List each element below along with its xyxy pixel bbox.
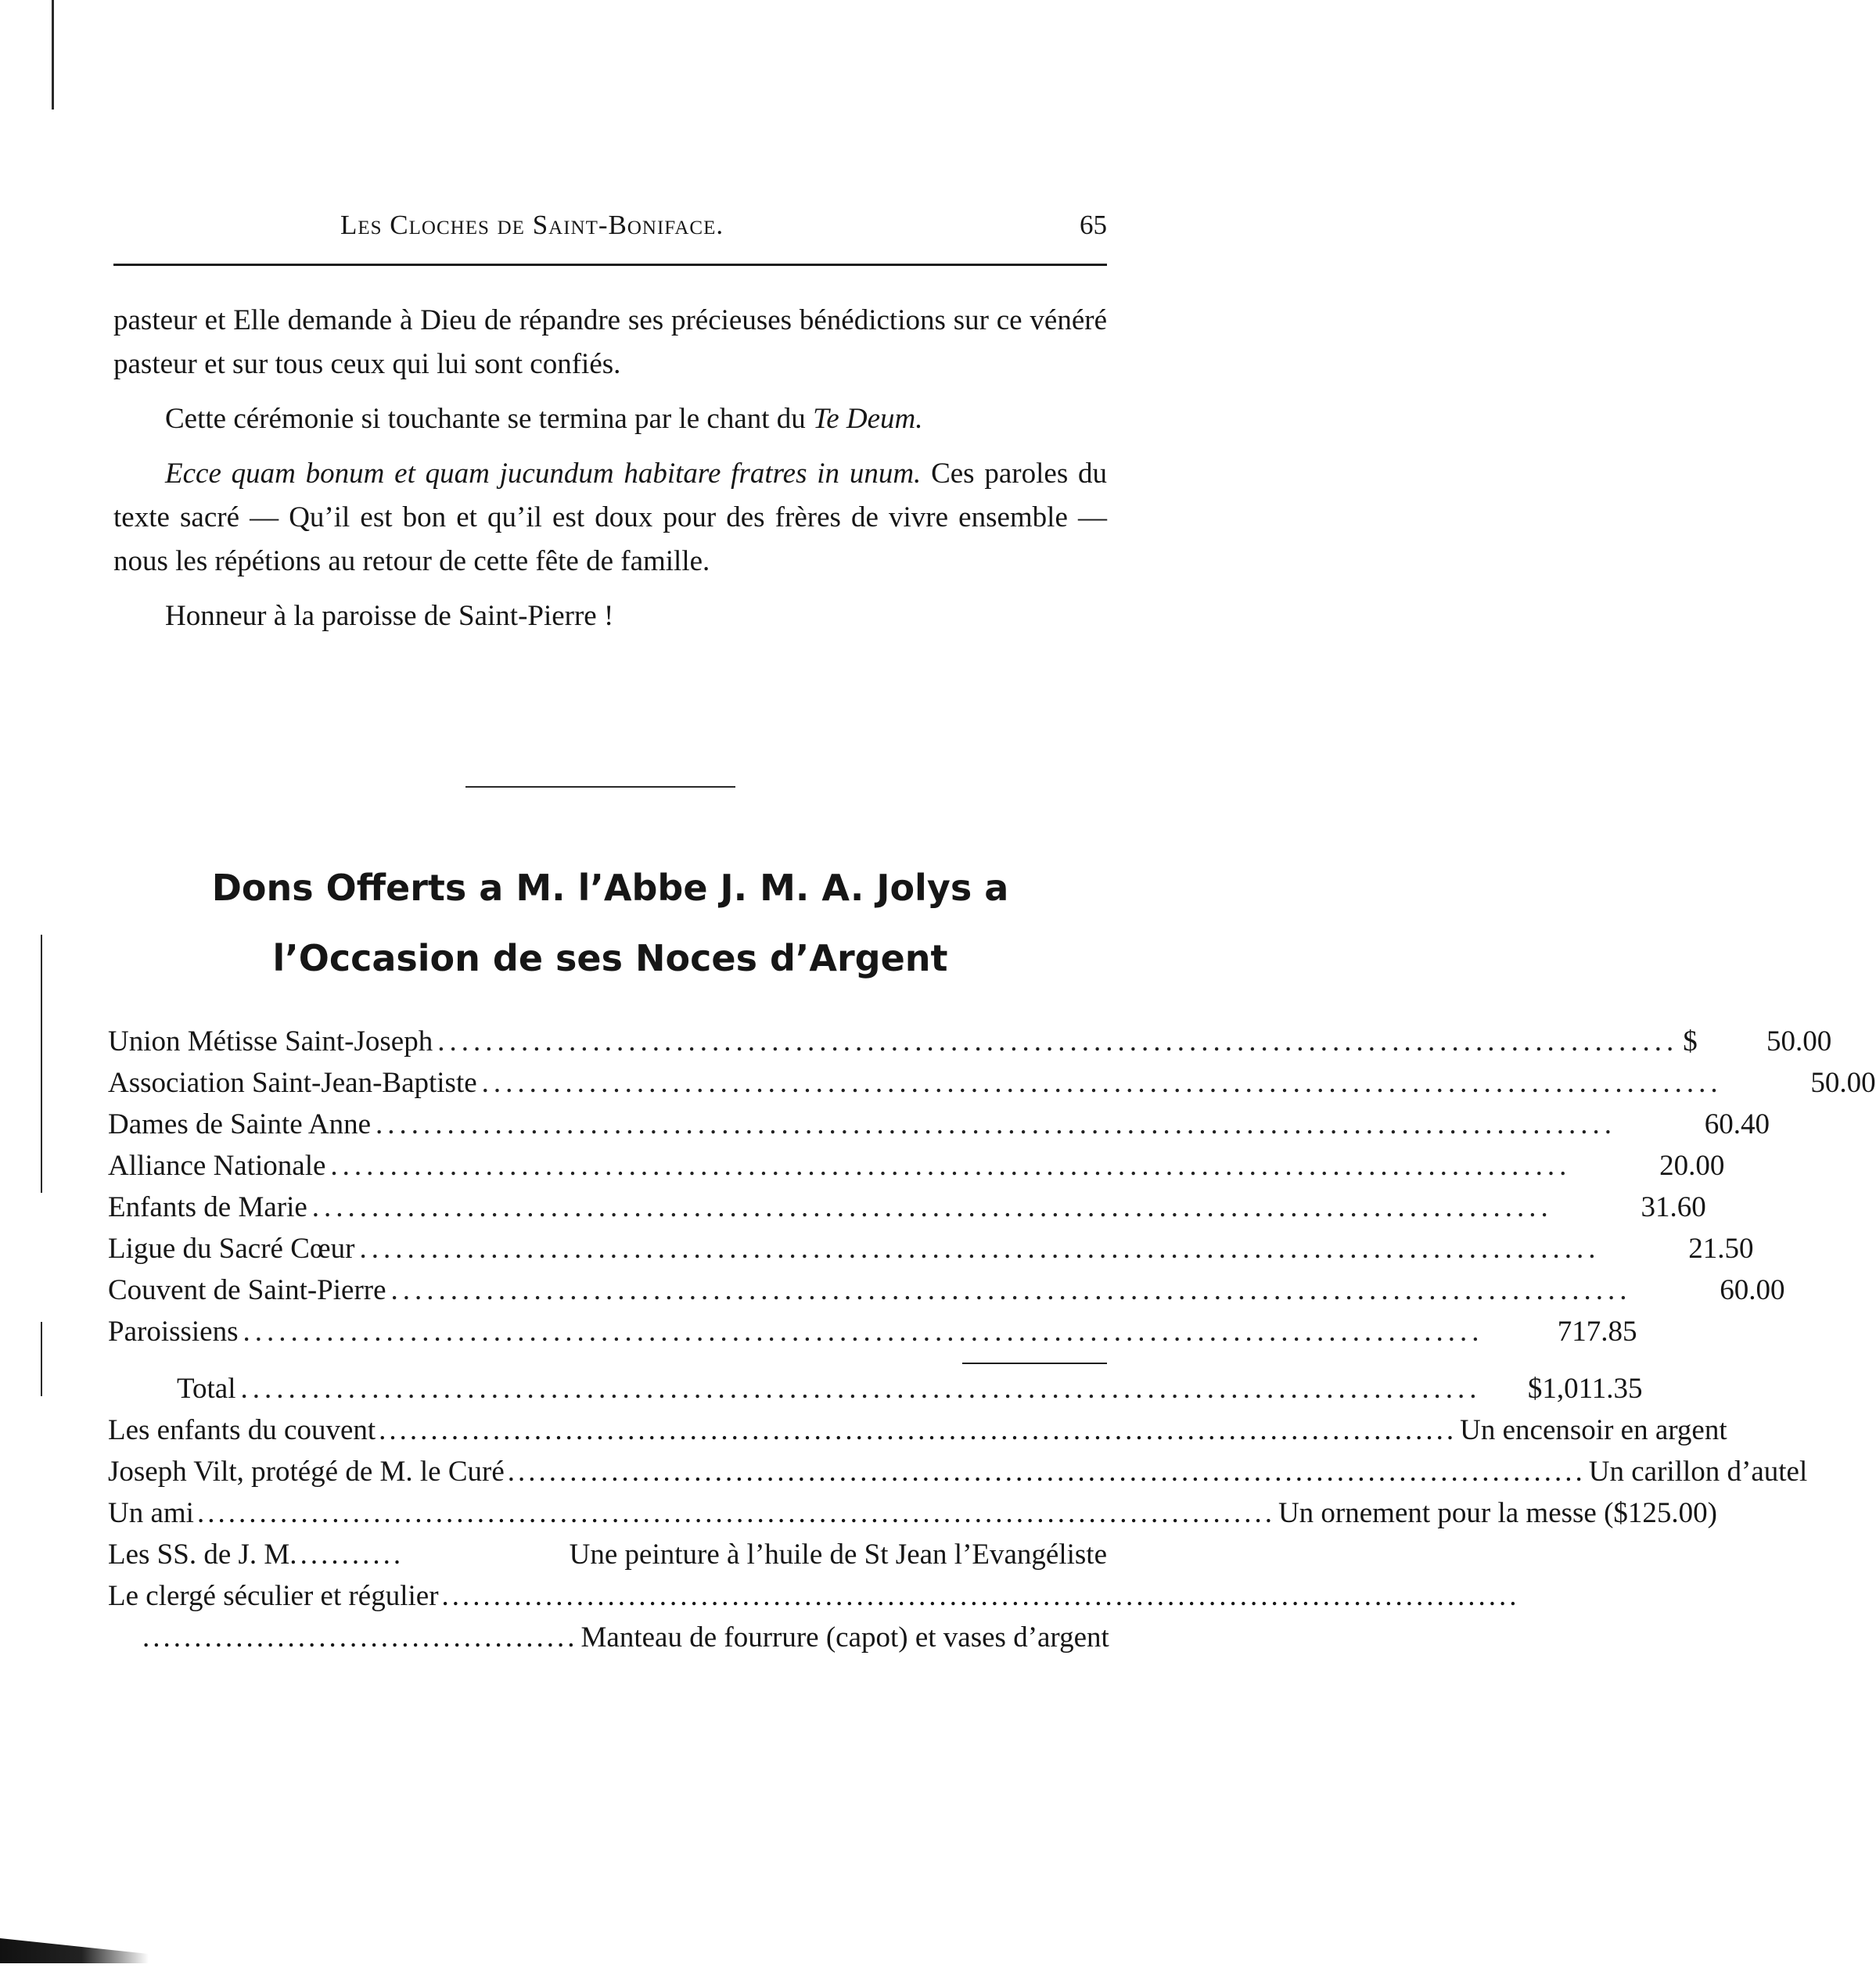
leader-dots: ........................................................................................................ [376,1108,1616,1140]
leader-dots: ........................................................................................................ [481,1067,1723,1099]
donation-amount: 717.85 [1557,1316,1637,1348]
gift-donor: Joseph Vilt, protégé de M. le Curé [108,1456,505,1488]
donor-name: Alliance Nationale [108,1150,326,1182]
donation-amount: 21.50 [1688,1233,1754,1265]
leader-dots: ........................................................................................................ [507,1456,1586,1488]
donation-row [108,1232,1754,1273]
binding-edge-line [41,1322,42,1396]
leader-dots: ........................................................................................................ [311,1191,1553,1223]
scan-corner-shadow [0,1932,149,1963]
sum-rule [962,1363,1107,1364]
gift-row [108,1455,1808,1496]
gift-donor: Les enfants du couvent [108,1414,376,1446]
leader-dots: .......................................... [142,1621,578,1654]
currency-symbol: $ [1683,1025,1698,1058]
donation-amount: 60.00 [1720,1274,1785,1306]
donation-row [108,1108,1770,1149]
gift-item: Une peinture à l’huile de St Jean l’Evangéliste [569,1539,1107,1571]
gift-item: Un ornement pour la messe ($125.00) [1278,1497,1717,1529]
donor-name: Ligue du Sacré Cœur [108,1233,355,1265]
gift-row [108,1538,1107,1579]
section-title-line: l’Occasion de ses Noces d’Argent [272,937,948,979]
gift-item: Un encensoir en argent [1460,1414,1727,1446]
donation-amount: 60.40 [1704,1108,1770,1140]
paragraph: Ecce quam bonum et quam jucundum habitare fratres in unum. Ces paroles du texte sacré — Qu’il est bon et qu’il est doux pour des frères de vivre ensemble — nous les répétions au retour de cette fête de famille. [113,458,1107,577]
leader-dots: ........................................................................................................ [243,1316,1484,1348]
gift-item: Un carillon d’autel [1588,1456,1808,1488]
running-head [113,210,1107,244]
body-text [113,299,1107,649]
leader-dots: ........................................................................................................ [359,1233,1601,1265]
header-rule [113,264,1107,266]
leader-dots: ........................................................................................................ [437,1025,1679,1058]
donor-name: Union Métisse Saint-Joseph [108,1025,433,1058]
donation-row [108,1025,1832,1066]
donation-row [108,1149,1725,1190]
binding-edge-line [41,935,42,1193]
gift-row [108,1496,1717,1538]
gift-row-continued [108,1621,1107,1662]
total-amount: $1,011.35 [1527,1373,1643,1405]
leader-dots: ........................................................................................................ [379,1414,1457,1446]
running-title: Les Cloches de Saint-Boniface. [340,210,724,240]
gift-donor: Le clergé séculier et régulier [108,1580,439,1612]
leader-dots: ........................................................................................................ [390,1274,1632,1306]
leader-dots: ........................................................................................................ [196,1497,1275,1529]
donation-amount: 50.00 [1766,1025,1832,1058]
leader-dots: ........................................................................................................ [240,1373,1482,1405]
paragraph: Cette cérémonie si touchante se termina par le chant du Te Deum. [165,403,923,435]
donation-amount: 20.00 [1659,1150,1725,1182]
donor-name: Dames de Sainte Anne [108,1108,371,1140]
donation-row [108,1273,1785,1315]
gift-row [108,1413,1727,1455]
page-number: 65 [1080,210,1107,240]
total-label: Total [177,1373,236,1405]
gift-row [108,1579,1520,1621]
gift-item: Manteau de fourrure (capot) et vases d’argent [580,1621,1109,1654]
paragraph: Honneur à la paroisse de Saint-Pierre ! [165,600,614,632]
donation-list [108,1025,1876,1662]
donation-amount: 50.00 [1810,1067,1876,1099]
section-title-line: Dons Offerts a M. l’Abbe J. M. A. Jolys a [211,867,1009,909]
donation-row [108,1315,1637,1356]
section-divider [465,786,735,788]
donor-name: Enfants de Marie [108,1191,307,1223]
donor-name: Association Saint-Jean-Baptiste [108,1067,477,1099]
leader-dots: .......... [300,1539,404,1571]
paragraph: pasteur et Elle demande à Dieu de répandre ses précieuses bénédictions sur ce vénéré pasteur et sur tous ceux qui lui sont confiés. [113,304,1107,380]
gift-donor: Un ami [108,1497,194,1529]
donor-name: Couvent de Saint-Pierre [108,1274,386,1306]
binding-edge-line [52,0,54,110]
leader-dots: ........................................................................................................ [441,1580,1520,1612]
gift-donor: Les SS. de J. M. [108,1539,297,1571]
total-row [108,1372,1643,1413]
donation-row [108,1190,1706,1232]
donation-row [108,1066,1876,1108]
donation-amount: 31.60 [1641,1191,1706,1223]
leader-dots: ........................................................................................................ [330,1150,1572,1182]
donor-name: Paroissiens [108,1316,239,1348]
section-title [113,853,1107,993]
